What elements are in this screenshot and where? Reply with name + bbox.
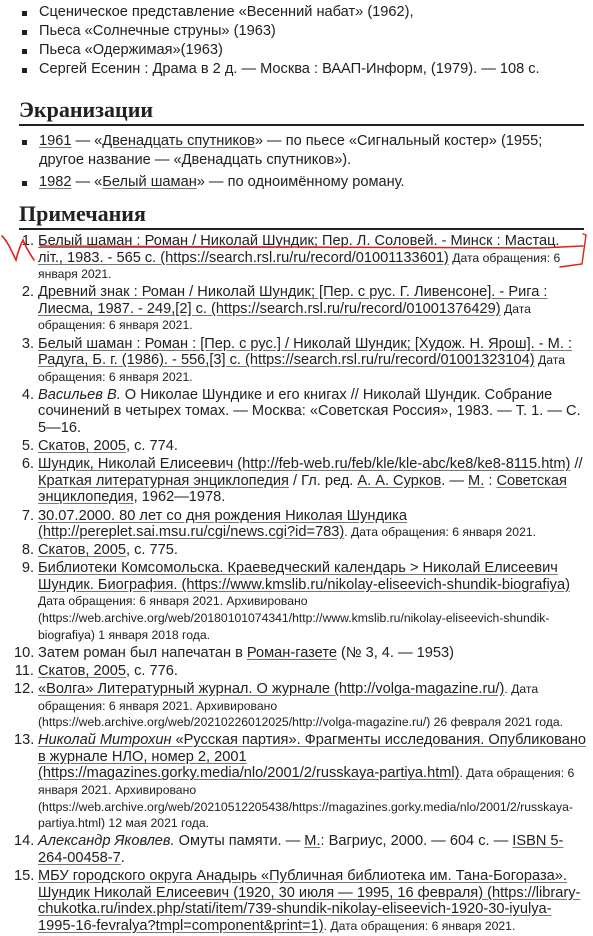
reference-number: 6. — [21, 456, 34, 473]
reference-link[interactable]: Древний знак : Роман / Николай Шундик; [Пер. с рус. Г. Ливенсоне]. - Рига : Лиесма, 1987. - 249,[2] с. (https://search.rsl.ru/ru/record/01001376429) — [38, 284, 548, 317]
reference-item — [14, 542, 586, 559]
reference-text: Александр Яковлев. — [38, 833, 175, 850]
reference-link[interactable]: «Русская партия». Фрагменты исследования. Опубликовано в журнале НЛО, номер 2, 2001 (https://magazines.gorky.media/nlo/2001/2/russkaya-partiya.html) — [38, 732, 587, 782]
reference-item — [14, 336, 586, 386]
ekranizacii-item — [22, 132, 585, 170]
reference-number: 15. — [14, 867, 35, 884]
reference-number: 8. — [21, 542, 34, 559]
reference-text: , с. 775. — [126, 542, 178, 559]
text-fragment: » — по одноимённому роману. — [196, 174, 405, 190]
reference-text: // — [570, 456, 583, 473]
reference-link[interactable]: Николай Митрохин — [38, 732, 172, 749]
reference-text: , 1962—1978. — [133, 489, 226, 506]
reference-link[interactable]: А. А. Сурков — [357, 472, 442, 489]
reference-link[interactable]: Белый шаман : Роман : [Пер. с рус.] / Николай Шундик; [Худож. Н. Ярош]. - М. : Радуга, Б. г. (1986). - 556,[3] с. (https://search.rsl.ru/ru/record/01001323104) — [38, 335, 573, 369]
reference-item — [14, 438, 586, 455]
reference-text: . — — [441, 472, 469, 489]
reference-text: . Дата обращения: 6 января 2021. — [323, 918, 516, 933]
reference-item — [14, 456, 586, 506]
works-item — [22, 22, 587, 41]
year-link[interactable]: 1982 — [39, 174, 72, 190]
reference-text: : Вагриус, 2000. — 604 с. — — [320, 833, 513, 850]
film-link[interactable]: Двенадцать спутников — [102, 133, 255, 149]
section-heading-ekranizacii: Экранизации — [19, 97, 584, 126]
reference-number: 1. — [21, 233, 34, 249]
reference-text: . — [120, 849, 125, 866]
reference-item — [14, 387, 586, 437]
works-list — [22, 3, 587, 79]
reference-item — [14, 233, 586, 283]
reference-text: Затем роман был напечатан в — [38, 644, 247, 661]
reference-link[interactable]: М. — [304, 833, 321, 850]
reference-text: , с. 774. — [126, 438, 178, 455]
works-item — [22, 41, 587, 60]
reference-item — [14, 645, 586, 662]
reference-number: 11. — [14, 662, 34, 679]
reference-number: 2. — [21, 284, 34, 301]
reference-link[interactable]: Скатов, 2005 — [38, 662, 127, 679]
reference-link[interactable]: Роман-газете — [246, 644, 337, 661]
works-item-text: Пьеса «Солнечные струны» (1963) — [39, 23, 276, 39]
works-item-text: Сергей Есенин : Драма в 2 д. — Москва : ВААП-Информ, (1979). — 108 с. — [39, 61, 540, 77]
reference-link[interactable]: Библиотеки Комсомольска. Краеведческий календарь > Николай Елисеевич Шундик. Биография. (https://www.kmslib.ru/nikolay-eliseevich-shundik-biografiya) — [38, 560, 570, 593]
reference-text: : — [484, 472, 497, 489]
works-item — [22, 3, 587, 22]
reference-link[interactable]: Скатов, 2005 — [38, 542, 127, 559]
reference-number: 12. — [14, 680, 35, 697]
year-link[interactable]: 1961 — [39, 133, 72, 149]
reference-text: . Дата обращения: 6 января 2021. — [344, 525, 537, 540]
references-list — [14, 233, 586, 936]
reference-text: О Николае Шундике и его книгах // Николай Шундик. Собрание сочинений в четырех томах. — Москва: «Советская Россия», 1983. — Т. 1. — С. 5—16. — [38, 386, 581, 437]
reference-text: Дата обращения: 6 января 2021. — [38, 353, 566, 384]
reference-text: (№ 3, 4. — 1953) — [336, 644, 455, 661]
reference-number: 9. — [21, 560, 34, 577]
reference-number: 3. — [21, 335, 34, 352]
reference-text: . Дата обращения: 6 января 2021. Архивировано (https://web.archive.org/web/20210226012025/http://volga-magazine.ru/) 26 февраля 2021 года. — [38, 681, 563, 730]
reference-item — [14, 284, 586, 334]
reference-text: Омуты памяти. — — [174, 833, 305, 850]
reference-text: Дата обращения: 6 января 2021. Архивировано (https://web.archive.org/web/20180101074341/http://www.kmslib.ru/nikolay-eliseevich-shundik-biografiya) 1 января 2018 года. — [38, 594, 550, 642]
reference-number: 13. — [14, 732, 35, 749]
reference-text: / Гл. ред. — [288, 472, 358, 489]
text-fragment: — « — [71, 174, 103, 190]
ekranizacii-list — [22, 132, 585, 195]
reference-link[interactable]: Скатов, 2005 — [38, 438, 127, 455]
ekranizacii-item — [22, 173, 585, 192]
reference-item — [14, 508, 586, 541]
works-item-text: Сценическое представление «Весенний набат» (1962), — [39, 4, 414, 20]
reference-item — [14, 868, 586, 934]
text-fragment: — « — [71, 133, 103, 149]
reference-link[interactable]: Советская энциклопедия — [38, 472, 567, 506]
reference-text: , с. 776. — [126, 662, 178, 679]
reference-link[interactable]: М. — [468, 472, 485, 489]
reference-number: 5. — [21, 438, 34, 455]
reference-item — [14, 681, 586, 731]
reference-text: . Дата обращения: 6 января 2021. Архивировано (https://web.archive.org/web/20210512205438/https://magazines.gorky.media/nlo/2001/2/russkaya-partiya.html) 12 мая 2021 года. — [38, 766, 575, 831]
reference-text: Дата обращения: 6 января 2021. — [38, 301, 531, 333]
section-heading-primechaniya: Примечания — [19, 201, 584, 230]
text-fragment: » — по пьесе «Сигнальный костер» (1955; другое название — «Двенадцать спутников»). — [39, 133, 543, 168]
reference-link[interactable]: МБУ городского округа Анадырь «Публичная библиотека им. Тана-Богораза». Шундик Николай Елисеевич (1920, 30 июля — 1995, 16 февраля) (https://library-chukotka.ru/index.php/stati/item/739-shundik-nikolay-eliseevich-1920-30-iyulya-1995-16-fevralya?tmpl=component&print=1) — [38, 867, 581, 934]
works-item — [22, 60, 587, 79]
reference-link[interactable]: Шундик, Николай Елисеевич (http://feb-web.ru/feb/kle/kle-abc/ke8/ke8-8115.htm) — [38, 456, 571, 473]
reference-link[interactable]: Краткая литературная энциклопедия — [38, 472, 289, 489]
reference-number: 14. — [14, 833, 35, 850]
reference-text: Васильев В. — [38, 386, 121, 403]
reference-text: Дата обращения: 6 января 2021. — [38, 250, 561, 282]
reference-link[interactable]: Белый шаман : Роман / Николай Шундик; Пер. Л. Соловей. - Минск : Мастац. літ., 1983. - 565 с. (https://search.rsl.ru/ru/record/01001133601) — [38, 233, 560, 266]
reference-number: 4. — [21, 386, 34, 403]
reference-number: 10. — [14, 644, 35, 661]
reference-item — [14, 560, 586, 643]
film-link[interactable]: Белый шаман — [102, 174, 197, 190]
reference-link[interactable]: 30.07.2000. 80 лет со дня рождения Николая Шундика (http://pereplet.sai.msu.ru/cgi/news.cgi?id=783) — [38, 507, 407, 541]
reference-item — [14, 833, 586, 866]
reference-link[interactable]: «Волга» Литературный журнал. О журнале (http://volga-magazine.ru/) — [38, 680, 505, 697]
reference-item — [14, 732, 586, 832]
reference-number: 7. — [21, 507, 34, 524]
reference-link[interactable]: ISBN 5-264-00458-7 — [38, 833, 564, 866]
works-item-text: Пьеса «Одержимая»(1963) — [39, 42, 223, 58]
reference-item — [14, 663, 586, 680]
